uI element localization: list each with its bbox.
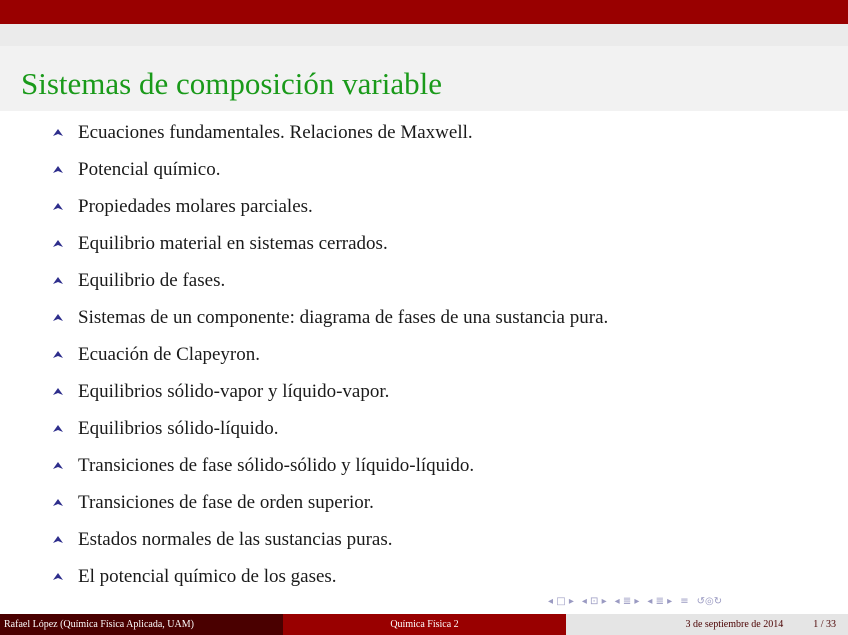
- bullet-icon: [52, 423, 64, 435]
- bullet-icon: [52, 571, 64, 583]
- footer-course: Química Física 2: [283, 614, 566, 635]
- nav-search-icon[interactable]: ↺◎↻: [696, 595, 723, 607]
- bullet-icon: [52, 127, 64, 139]
- list-item: [52, 301, 608, 338]
- list-item: [52, 449, 608, 486]
- list-item-text: Sistemas de un componente: diagrama de fases de una sustancia pura.: [78, 307, 609, 328]
- bullet-icon: [52, 460, 64, 472]
- list-item: [52, 190, 608, 227]
- list-item-text: El potencial químico de los gases.: [78, 566, 337, 587]
- nav-document-icon[interactable]: ◂ ≣ ▸: [647, 595, 673, 607]
- bullet-icon: [52, 275, 64, 287]
- list-item-text: Estados normales de las sustancias puras.: [78, 529, 393, 550]
- list-item: [52, 116, 608, 153]
- footer-info: [566, 614, 848, 635]
- footer-page-number: 1 / 33: [813, 619, 836, 630]
- list-item-text: Transiciones de fase de orden superior.: [78, 492, 374, 513]
- bullet-icon: [52, 349, 64, 361]
- footer-date: 3 de septiembre de 2014: [685, 619, 784, 630]
- bullet-icon: [52, 497, 64, 509]
- list-item-text: Transiciones de fase sólido-sólido y líquido-líquido.: [78, 455, 475, 476]
- navigation-symbols: [548, 594, 840, 608]
- list-item-text: Equilibrio material en sistemas cerrados.: [78, 233, 388, 254]
- list-item: [52, 153, 608, 190]
- list-item: [52, 412, 608, 449]
- bullet-list: [52, 116, 608, 597]
- nav-frame-icon[interactable]: ◂ □ ▸: [548, 595, 574, 607]
- header-bar: [0, 0, 848, 24]
- list-item-text: Ecuación de Clapeyron.: [78, 344, 261, 365]
- list-item-text: Equilibrios sólido-vapor y líquido-vapor.: [78, 381, 390, 402]
- list-item: [52, 375, 608, 412]
- list-item: [52, 338, 608, 375]
- nav-subsection-icon[interactable]: ◂ ⊡ ▸: [581, 595, 607, 607]
- list-item: [52, 523, 608, 560]
- list-item: [52, 486, 608, 523]
- list-item: [52, 227, 608, 264]
- slide-title: Sistemas de composición variable: [21, 66, 442, 101]
- list-item-text: Equilibrios sólido-líquido.: [78, 418, 279, 439]
- list-item-text: Equilibrio de fases.: [78, 270, 226, 291]
- list-item: [52, 264, 608, 301]
- nav-section-icon[interactable]: ◂ ≣ ▸: [614, 595, 640, 607]
- bullet-icon: [52, 386, 64, 398]
- list-item: [52, 560, 608, 597]
- bullet-icon: [52, 534, 64, 546]
- bullet-icon: [52, 312, 64, 324]
- list-item-text: Ecuaciones fundamentales. Relaciones de Maxwell.: [78, 122, 473, 143]
- footer: [0, 614, 848, 635]
- footer-author: Rafael López (Química Física Aplicada, UAM): [0, 614, 283, 635]
- list-item-text: Potencial químico.: [78, 159, 221, 180]
- bullet-icon: [52, 164, 64, 176]
- list-item-text: Propiedades molares parciales.: [78, 196, 313, 217]
- title-strip: [0, 24, 848, 46]
- nav-outline-icon[interactable]: ≡: [680, 595, 689, 607]
- bullet-icon: [52, 238, 64, 250]
- bullet-icon: [52, 201, 64, 213]
